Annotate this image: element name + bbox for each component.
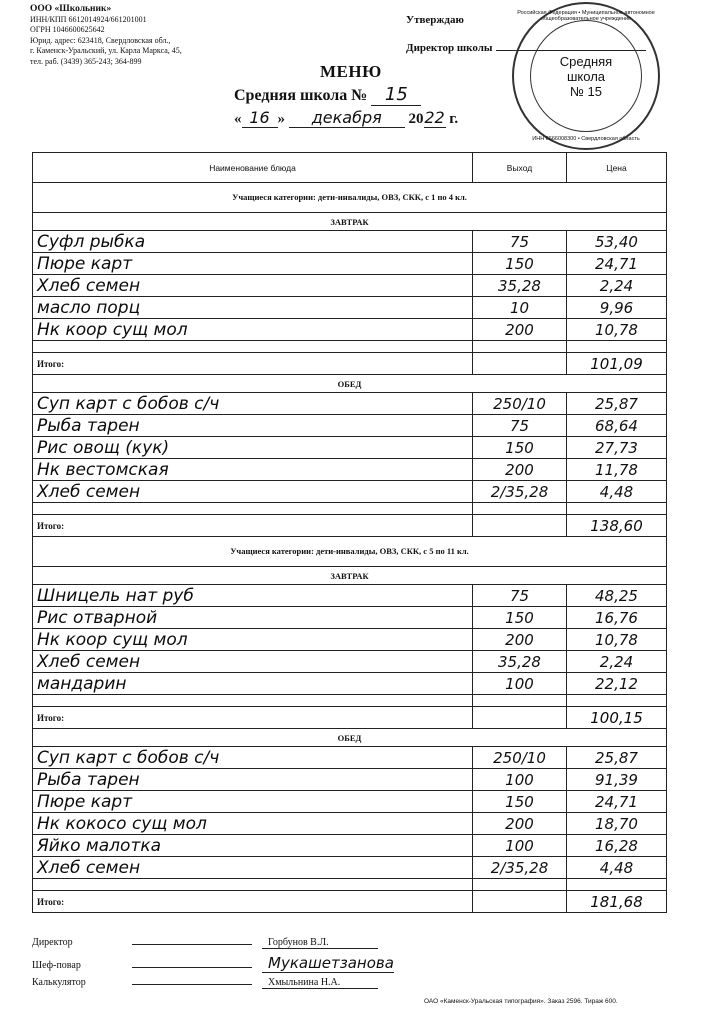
table-row: [33, 607, 667, 629]
dish-price: 10,78: [567, 629, 667, 651]
meal-section-row: [33, 729, 667, 747]
dish-price: 91,39: [567, 769, 667, 791]
empty-row: [33, 341, 667, 353]
dish-output: 250/10: [473, 393, 567, 415]
dish-name: Суп карт с бобов с/ч: [33, 393, 473, 415]
stamp-ring-text: Российская Федерация • Муниципальное автономное общеобразовательное учреждение: [517, 10, 655, 22]
dish-name: Суп карт с бобов с/ч: [33, 747, 473, 769]
school-stamp: [512, 2, 660, 150]
total-output-empty: [473, 891, 567, 913]
table-header-row: [33, 153, 667, 183]
company-line: Юрид. адрес: 623418, Свердловская обл.,: [30, 35, 171, 45]
dish-name: Нк вестомская: [33, 459, 473, 481]
dish-output: 200: [473, 319, 567, 341]
dish-name: Хлеб семен: [33, 857, 473, 879]
dish-output: 10: [473, 297, 567, 319]
empty-cell: [567, 341, 667, 353]
dish-price: 22,12: [567, 673, 667, 695]
dish-output: 2/35,28: [473, 857, 567, 879]
stamp-text: школа: [566, 69, 606, 84]
stamp-text: Средняя: [559, 54, 613, 69]
dish-price: 25,87: [567, 747, 667, 769]
meal-title: ЗАВТРАК: [33, 567, 667, 585]
empty-row: [33, 879, 667, 891]
dish-name: Нк кокосо сущ мол: [33, 813, 473, 835]
table-row: [33, 791, 667, 813]
dish-output: 150: [473, 607, 567, 629]
dish-name: Пюре карт: [33, 253, 473, 275]
dish-price: 24,71: [567, 253, 667, 275]
date-year-end: г.: [449, 111, 459, 127]
table-row: [33, 747, 667, 769]
dish-output: 200: [473, 629, 567, 651]
table-row: [33, 857, 667, 879]
dish-price: 10,78: [567, 319, 667, 341]
empty-cell: [473, 695, 567, 707]
empty-cell: [33, 503, 473, 515]
total-output-empty: [473, 515, 567, 537]
signature-role: Шеф-повар: [32, 960, 81, 971]
dish-output: 2/35,28: [473, 481, 567, 503]
empty-row: [33, 503, 667, 515]
column-header-name: Наименование блюда: [33, 153, 473, 183]
table-row: [33, 651, 667, 673]
dish-output: 200: [473, 813, 567, 835]
empty-cell: [567, 879, 667, 891]
dish-name: Рыба тарен: [33, 415, 473, 437]
table-row: [33, 297, 667, 319]
stamp-center: [514, 54, 658, 99]
dish-output: 100: [473, 769, 567, 791]
date-month: декабря: [289, 108, 405, 128]
table-row: [33, 459, 667, 481]
director-label: Директор школы: [406, 42, 493, 54]
table-row: [33, 393, 667, 415]
dish-price: 9,96: [567, 297, 667, 319]
dish-price: 25,87: [567, 393, 667, 415]
table-row: [33, 481, 667, 503]
table-row: [33, 585, 667, 607]
meal-title: ЗАВТРАК: [33, 213, 667, 231]
category-row: [33, 537, 667, 567]
table-row: [33, 835, 667, 857]
category-title: Учащиеся категории: дети-инвалиды, ОВЗ, СКК, с 1 по 4 кл.: [33, 183, 667, 213]
menu-table: [32, 152, 667, 913]
dish-output: 200: [473, 459, 567, 481]
dish-output: 150: [473, 437, 567, 459]
table-row: [33, 629, 667, 651]
signature-role: Директор: [32, 937, 73, 948]
total-price: 181,68: [567, 891, 667, 913]
table-row: [33, 253, 667, 275]
signature-role: Калькулятор: [32, 977, 86, 988]
school-number: 15: [371, 84, 421, 106]
signature-calculator: [32, 974, 378, 989]
dish-output: 35,28: [473, 275, 567, 297]
empty-cell: [33, 341, 473, 353]
total-price: 100,15: [567, 707, 667, 729]
dish-name: Хлеб семен: [33, 651, 473, 673]
column-header-out: Выход: [473, 153, 567, 183]
company-line: ОГРН 1046600625642: [30, 25, 105, 34]
company-line: тел. раб. (3439) 365-243; 364-899: [30, 56, 142, 66]
company-name: ООО «Школьник»: [30, 4, 112, 14]
meal-section-row: [33, 213, 667, 231]
dish-price: 2,24: [567, 651, 667, 673]
dish-price: 53,40: [567, 231, 667, 253]
category-row: [33, 183, 667, 213]
dish-price: 4,48: [567, 481, 667, 503]
table-row: [33, 437, 667, 459]
date-year-prefix: 20: [408, 111, 424, 127]
total-label: Итого:: [33, 353, 473, 375]
page-title: МЕНЮ: [320, 62, 382, 81]
company-line: г. Каменск-Уральский, ул. Карла Маркса, 45,: [30, 46, 182, 55]
dish-price: 27,73: [567, 437, 667, 459]
empty-cell: [473, 879, 567, 891]
approve-label: Утверждаю: [406, 14, 464, 26]
dish-name: Нк коор сущ мол: [33, 629, 473, 651]
date-day: 16: [242, 108, 278, 128]
empty-cell: [567, 695, 667, 707]
menu-table-body: [33, 153, 667, 913]
total-row: [33, 353, 667, 375]
total-label: Итого:: [33, 707, 473, 729]
dish-output: 35,28: [473, 651, 567, 673]
empty-cell: [567, 503, 667, 515]
dish-price: 68,64: [567, 415, 667, 437]
dish-output: 75: [473, 585, 567, 607]
empty-row: [33, 695, 667, 707]
school-line: [234, 84, 421, 106]
signature-name: Мукашетзанова: [262, 954, 394, 973]
table-row: [33, 813, 667, 835]
signature-line: [132, 974, 252, 985]
dish-name: Рис овощ (кук): [33, 437, 473, 459]
signature-line: [132, 934, 252, 945]
dish-name: мандарин: [33, 673, 473, 695]
dish-output: 250/10: [473, 747, 567, 769]
meal-section-row: [33, 375, 667, 393]
table-row: [33, 673, 667, 695]
empty-cell: [473, 503, 567, 515]
dish-price: 16,76: [567, 607, 667, 629]
empty-cell: [33, 695, 473, 707]
total-row: [33, 707, 667, 729]
table-row: [33, 769, 667, 791]
empty-cell: [33, 879, 473, 891]
dish-price: 2,24: [567, 275, 667, 297]
dish-name: Хлеб семен: [33, 481, 473, 503]
date-year: 22: [424, 108, 445, 127]
company-block: [30, 4, 182, 67]
dish-output: 75: [473, 415, 567, 437]
dish-name: Шницель нат руб: [33, 585, 473, 607]
dish-name: Рис отварной: [33, 607, 473, 629]
total-output-empty: [473, 707, 567, 729]
meal-title: ОБЕД: [33, 729, 667, 747]
table-row: [33, 415, 667, 437]
dish-name: Пюре карт: [33, 791, 473, 813]
table-row: [33, 275, 667, 297]
total-price: 138,60: [567, 515, 667, 537]
printer-note: ОАО «Каменск-Уральская типография». Заказ 2596. Тираж 600.: [424, 998, 618, 1005]
dish-price: 24,71: [567, 791, 667, 813]
dish-price: 18,70: [567, 813, 667, 835]
total-output-empty: [473, 353, 567, 375]
stamp-text: № 15: [569, 84, 603, 99]
meal-section-row: [33, 567, 667, 585]
meal-title: ОБЕД: [33, 375, 667, 393]
total-price: 101,09: [567, 353, 667, 375]
signature-name: Хмыльнина Н.А.: [262, 977, 378, 989]
dish-output: 150: [473, 253, 567, 275]
dish-name: Хлеб семен: [33, 275, 473, 297]
table-row: [33, 231, 667, 253]
dish-price: 11,78: [567, 459, 667, 481]
dish-price: 4,48: [567, 857, 667, 879]
signature-line: [132, 957, 252, 968]
school-label: Средняя школа №: [234, 87, 368, 104]
dish-name: масло порц: [33, 297, 473, 319]
menu-date: « 16 » декабря 2022 г.: [234, 108, 459, 127]
dish-name: Рыба тарен: [33, 769, 473, 791]
company-line: ИНН/КПП 6612014924/661201001: [30, 14, 147, 24]
dish-output: 150: [473, 791, 567, 813]
category-title: Учащиеся категории: дети-инвалиды, ОВЗ, СКК, с 5 по 11 кл.: [33, 537, 667, 567]
dish-output: 100: [473, 673, 567, 695]
total-row: [33, 515, 667, 537]
dish-price: 16,28: [567, 835, 667, 857]
stamp-ring-text: ИНН 6666008300 • Свердловская область: [532, 136, 640, 142]
dish-output: 100: [473, 835, 567, 857]
signature-name: Горбунов В.Л.: [262, 937, 378, 949]
total-label: Итого:: [33, 891, 473, 913]
column-header-price: Цена: [567, 153, 667, 183]
dish-name: Яйко малотка: [33, 835, 473, 857]
dish-output: 75: [473, 231, 567, 253]
table-row: [33, 319, 667, 341]
signature-chef: [32, 954, 394, 973]
dish-name: Суфл рыбка: [33, 231, 473, 253]
total-label: Итого:: [33, 515, 473, 537]
total-row: [33, 891, 667, 913]
empty-cell: [473, 341, 567, 353]
signature-director: [32, 934, 378, 949]
dish-name: Нк коор сущ мол: [33, 319, 473, 341]
dish-price: 48,25: [567, 585, 667, 607]
